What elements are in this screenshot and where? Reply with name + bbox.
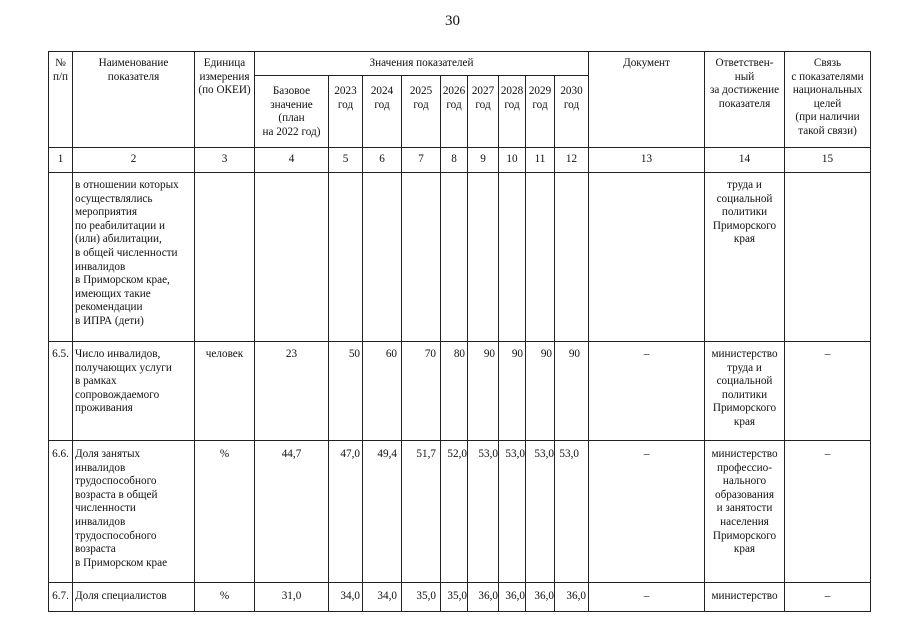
- col-number: 8: [451, 153, 457, 165]
- row-value-2029: 53,0: [534, 448, 554, 460]
- col-number: 11: [534, 153, 546, 165]
- page-number: 30: [445, 13, 460, 29]
- row-national-goal: –: [824, 590, 831, 602]
- header-2029: 2029 год: [528, 85, 552, 111]
- row-value-2028: 90: [511, 348, 523, 360]
- col-number: 6: [379, 153, 385, 165]
- row-value-2024: 49,4: [377, 448, 397, 460]
- row-value-2025: 35,0: [416, 590, 436, 602]
- row-value-2030: 53,0: [559, 448, 579, 460]
- row-document: –: [643, 348, 650, 360]
- row-value-2023: 34,0: [340, 590, 360, 602]
- row-value-2023: 47,0: [340, 448, 360, 460]
- row-value-2026: 80: [453, 348, 465, 360]
- col-number: 13: [640, 153, 653, 165]
- col-number: 1: [57, 153, 64, 165]
- row-document: –: [643, 590, 650, 602]
- header-2023: 2023 год: [334, 85, 357, 111]
- row-rule-2: [48, 440, 870, 441]
- col-number: 9: [480, 153, 486, 165]
- row-value-2024: 60: [385, 348, 397, 360]
- row-number: 6.7.: [52, 590, 69, 602]
- values-group-rule: [254, 75, 588, 76]
- row-value-2027: 53,0: [478, 448, 498, 460]
- header-national-goals: Связь с показателями национальных целей (при наличии такой связи): [791, 57, 864, 137]
- row-value-base: 23: [285, 348, 298, 360]
- row-value-2030: 90: [568, 348, 580, 360]
- row-responsible: труда и социальной политики Приморского края: [712, 179, 777, 246]
- header-rule: [48, 147, 870, 148]
- header-2024: 2024 год: [370, 85, 394, 111]
- row-value-2023: 50: [348, 348, 360, 360]
- row-unit: %: [219, 590, 230, 602]
- row-value-base: 31,0: [281, 590, 302, 602]
- col-border: [588, 51, 589, 612]
- header-base: Базовое значение (план на 2022 год): [262, 85, 321, 138]
- row-value-2027: 90: [483, 348, 495, 360]
- numbers-rule: [48, 172, 870, 173]
- row-value-2025: 51,7: [416, 448, 436, 460]
- row-national-goal: –: [824, 348, 831, 360]
- header-values-group: Значения показателей: [369, 57, 474, 69]
- row-document: –: [643, 448, 650, 460]
- header-document: Документ: [623, 57, 670, 69]
- row-value-2025: 70: [424, 348, 436, 360]
- col-number: 7: [418, 153, 424, 165]
- row-value-base: 44,7: [281, 448, 302, 460]
- header-responsible: Ответствен- ный за достижение показателя: [709, 57, 780, 110]
- header-no: № п/п: [52, 57, 69, 83]
- row-responsible: министерство труда и социальной политики Приморского края: [711, 348, 778, 428]
- row-name: Доля специалистов: [75, 590, 167, 602]
- table-border-top: [48, 51, 870, 52]
- header-2028: 2028 год: [500, 85, 524, 111]
- row-national-goal: –: [824, 448, 831, 460]
- col-number: 10: [506, 153, 518, 165]
- header-name: Наименование показателя: [98, 57, 169, 83]
- col-number: 5: [342, 153, 349, 165]
- row-value-2028: 36,0: [505, 590, 525, 602]
- row-unit: человек: [205, 348, 244, 360]
- row-value-2029: 90: [540, 348, 552, 360]
- table-border-bottom: [48, 611, 870, 612]
- col-number: 15: [821, 153, 834, 165]
- header-2026: 2026 год: [442, 85, 466, 111]
- col-number: 12: [565, 153, 578, 165]
- row-value-2028: 53,0: [505, 448, 525, 460]
- row-name: Число инвалидов, получающих услуги в рамках сопровождаемого проживания: [75, 348, 172, 415]
- row-value-2024: 34,0: [377, 590, 397, 602]
- col-number: 2: [130, 153, 137, 165]
- header-unit: Единица измерения (по ОКЕИ): [198, 57, 251, 97]
- row-rule-3: [48, 582, 870, 583]
- row-responsible: министерство профессио- нального образования и занятости населения Приморского края: [711, 448, 778, 556]
- row-name: в отношении которых осуществлялись мероприятия по реабилитации и (или) абилитации, в общей численности инвалидов в Приморском крае, имеющих такие рекомендации в ИПРА (дети): [75, 179, 179, 327]
- row-responsible: министерство: [711, 590, 778, 602]
- row-value-2030: 36,0: [566, 590, 586, 602]
- row-name: Доля занятых инвалидов трудоспособного возраста в общей численности инвалидов трудоспособного возраста в Приморском крае: [75, 448, 168, 569]
- col-number: 14: [738, 153, 751, 165]
- col-number: 4: [288, 153, 295, 165]
- header-2025: 2025 год: [409, 85, 433, 111]
- header-2027: 2027 год: [471, 85, 495, 111]
- row-unit: %: [219, 448, 230, 460]
- row-value-2026: 35,0: [447, 590, 467, 602]
- row-number: 6.5.: [52, 348, 69, 360]
- row-value-2027: 36,0: [478, 590, 498, 602]
- col-border: [48, 51, 49, 612]
- col-border: [72, 51, 73, 612]
- row-number: 6.6.: [52, 448, 69, 460]
- row-value-2026: 52,0: [447, 448, 467, 460]
- col-number: 3: [221, 153, 228, 165]
- header-2030: 2030 год: [560, 85, 583, 111]
- row-rule-1: [48, 341, 870, 342]
- row-value-2029: 36,0: [534, 590, 554, 602]
